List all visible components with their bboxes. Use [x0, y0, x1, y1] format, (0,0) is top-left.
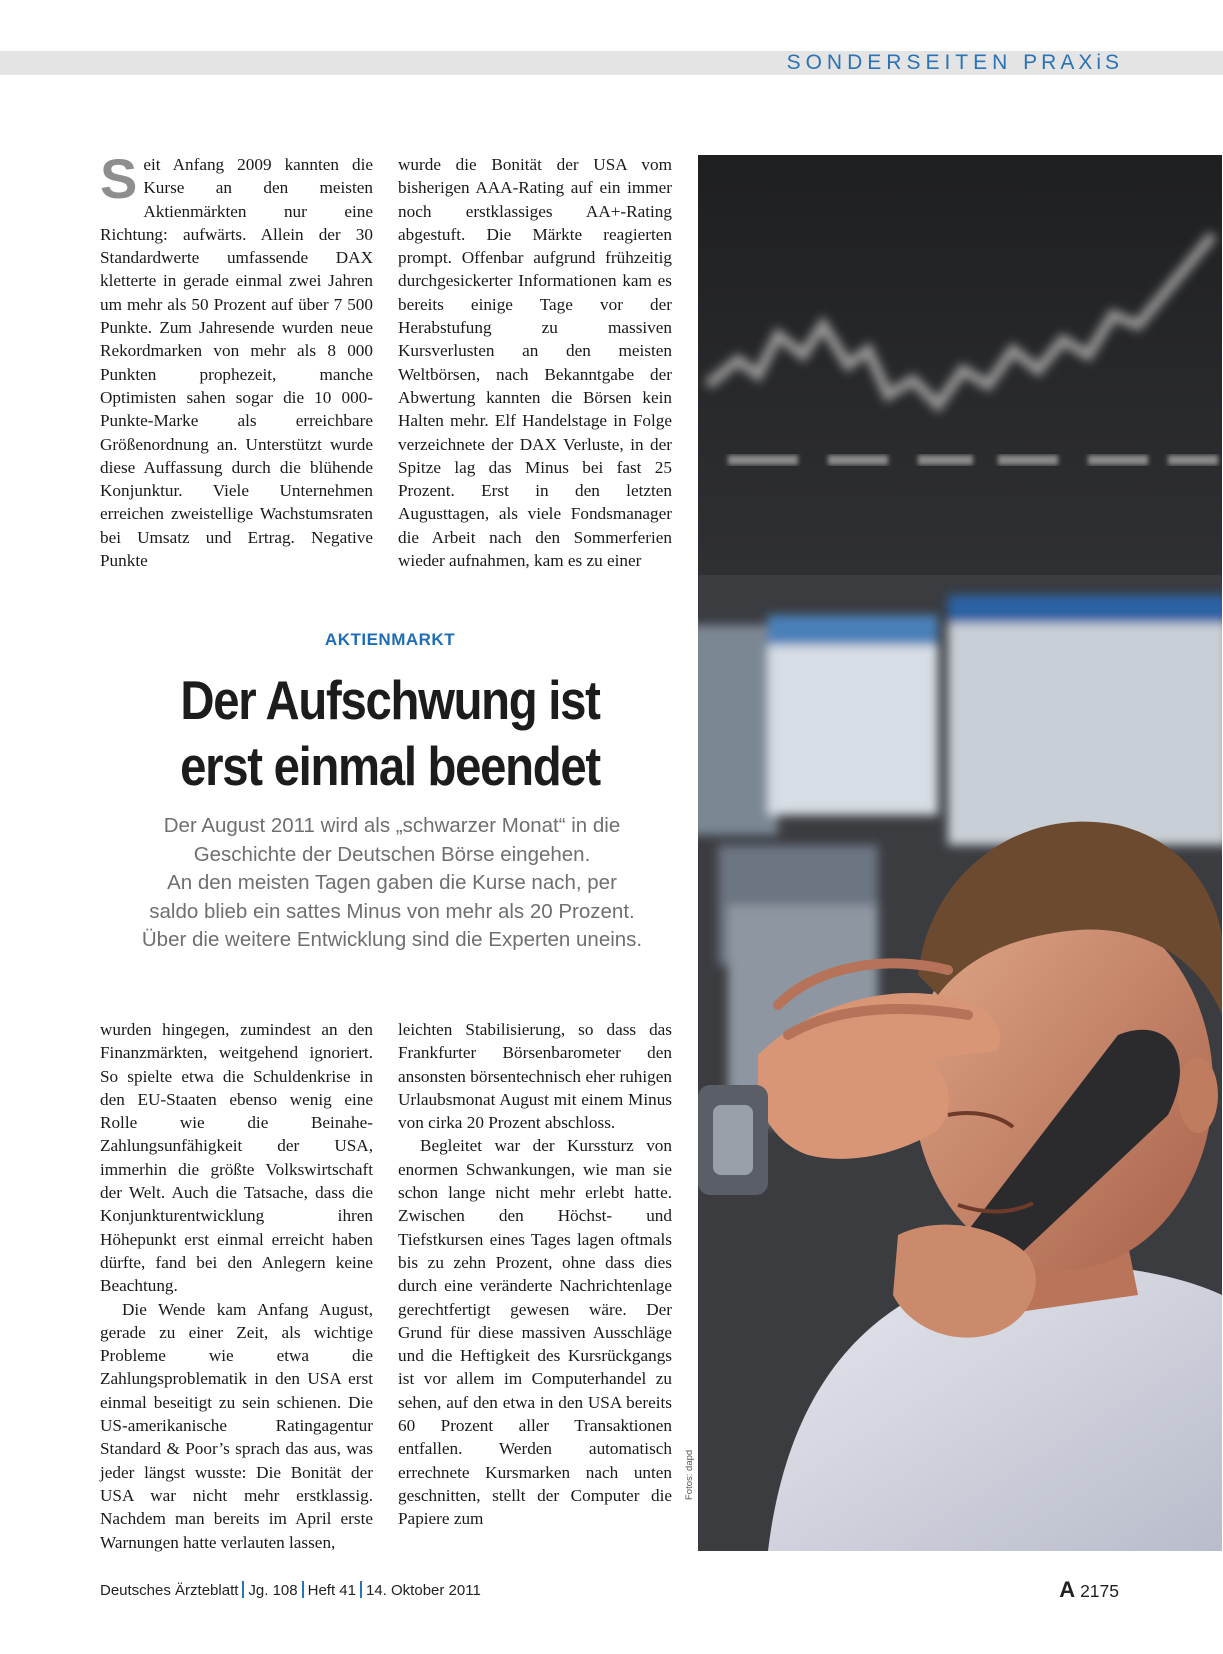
article-headline: [123, 667, 656, 799]
paragraph: wurden hingegen, zumindest an den Finanzmärkten, weitgehend ignoriert. So spielte etwa die Schuldenkrise in den EU-Staaten ebenso wenig eine Rolle wie die Beinahe-Zahlungsunfähigkeit der USA, immerhin die größte Volkswirtschaft der Welt. Auch die Tatsache, dass die Konjunkturentwicklung ihren Höhepunkt erst einmal erreicht haben dürfte, fand bei den Anlegern keine Beachtung.: [100, 1020, 373, 1296]
section-label-sub: PRAXiS: [1023, 51, 1123, 74]
section-label: [787, 50, 1123, 76]
trader-photo-illustration: [698, 155, 1222, 1551]
page-number-value: 2175: [1080, 1581, 1119, 1601]
dek-line-4: saldo blieb ein sattes Minus von mehr als 20 Prozent.: [149, 899, 635, 923]
article-column-2-top: [398, 153, 672, 572]
paragraph: leichten Stabilisierung, so dass das Frankfurter Börsenbarometer den ansonsten börsentechnisch eher ruhigen Urlaubsmonat August mit einem Minus von cirka 20 Prozent abschloss.: [398, 1020, 672, 1133]
page-number: [1059, 1577, 1119, 1603]
page-prefix: A: [1059, 1577, 1076, 1602]
dek-line-1: Der August 2011 wird als „schwarzer Monat“ in die: [163, 814, 621, 837]
separator: [302, 1581, 304, 1598]
article-column-1-bottom: [100, 1018, 373, 1554]
dek-line-3: An den meisten Tagen gaben die Kurse nach, per: [167, 871, 617, 894]
headline-line-1: Der Aufschwung ist: [180, 669, 600, 731]
article-column-1-top: [100, 147, 373, 572]
paragraph: eit Anfang 2009 kannten die Kurse an den meisten Aktienmärkten nur eine Richtung: aufwärts. Allein der 30 Standardwerte umfassende DAX kletterte in gerade einmal zwei Jahren um mehr als 50 Prozent auf über 7 500 Punkte. Zum Jahresende wurden neue Rekordmarken von mehr als 8 000 Punkten prophezeit, manche Optimisten sahen sogar die 10 000-Punkte-Marke als erreichbare Größenordnung an. Unterstützt wurde diese Auffassung durch die blühende Konjunktur. Viele Unternehmen erreichen zweistellige Wachstumsraten bei Umsatz und Ertrag. Negative Punkte: [100, 155, 373, 571]
headline-line-2: erst einmal beendet: [180, 735, 600, 797]
dek-line-2: Geschichte der Deutschen Börse eingehen.: [193, 842, 591, 866]
issue-date: 14. Oktober 2011: [366, 1582, 481, 1599]
article-dek: [92, 812, 692, 955]
article-photo: [698, 155, 1222, 1551]
drop-cap: S: [100, 147, 138, 210]
journal-name: Deutsches Ärzteblatt: [100, 1582, 239, 1599]
paragraph: Begleitet war der Kurssturz von enormen Schwankungen, wie man sie schon lange nicht mehr erlebt hatte. Zwischen den Höchst- und Tiefstkursen eines Tages lagen oftmals bis zu zehn Prozent, ohne dass dies durch eine veränderte Nachrichtenlage gerechtfertigt gewesen wäre. Der Grund für diese massiven Ausschläge und die Heftigkeit des Kursrückgangs ist vor allem im Computerhandel zu sehen, auf den etwa in den USA bereits 60 Prozent aller Transaktionen entfallen. Werden automatisch errechnete Kursmarken nach unten geschnitten, stellt der Computer die Papiere zum: [398, 1136, 672, 1529]
section-label-main: SONDERSEITEN: [786, 51, 1013, 74]
article-column-2-bottom: [398, 1018, 672, 1531]
photo-credit: Fotos: dapd: [684, 1449, 695, 1500]
article-kicker: AKTIENMARKT: [324, 630, 456, 649]
paragraph: Die Wende kam Anfang August, gerade zu einer Zeit, als wichtige Probleme wie etwa die Zahlungsproblematik in den USA erst einmal beseitigt zu sein schienen. Die US-amerikanische Ratingagentur Standard & Poor’s sprach das aus, was jeder längst wusste: Die Bonität der USA war nicht mehr erstklassig. Nachdem man bereits im April erste Warnungen hatte verlauten lassen,: [100, 1299, 373, 1552]
issue: Heft 41: [307, 1582, 356, 1599]
separator: [242, 1581, 244, 1598]
separator: [360, 1581, 362, 1598]
dek-line-5: Über die weitere Entwicklung sind die Experten uneins.: [141, 928, 643, 951]
footer-citation: [100, 1581, 481, 1601]
paragraph: wurde die Bonität der USA vom bisherigen AAA-Rating auf ein immer noch erstklassiges AA+-Rating abgestuft. Die Märkte reagierten prompt. Offenbar aufgrund frühzeitig durchgesickerter Informationen kam es bereits einige Tage vor der Herabstufung zu massiven Kursverlusten an den meisten Weltbörsen, nach Bekanntgabe der Abwertung kannten die Börsen kein Halten mehr. Elf Handelstage in Folge verzeichnete der DAX Verluste, in der Spitze lag das Minus bei fast 25 Prozent. Erst in den letzten Augusttagen, als viele Fondsmanager die Arbeit nach den Sommerferien wieder aufnahmen, kam es zu einer: [398, 155, 672, 571]
volume: Jg. 108: [248, 1582, 298, 1599]
